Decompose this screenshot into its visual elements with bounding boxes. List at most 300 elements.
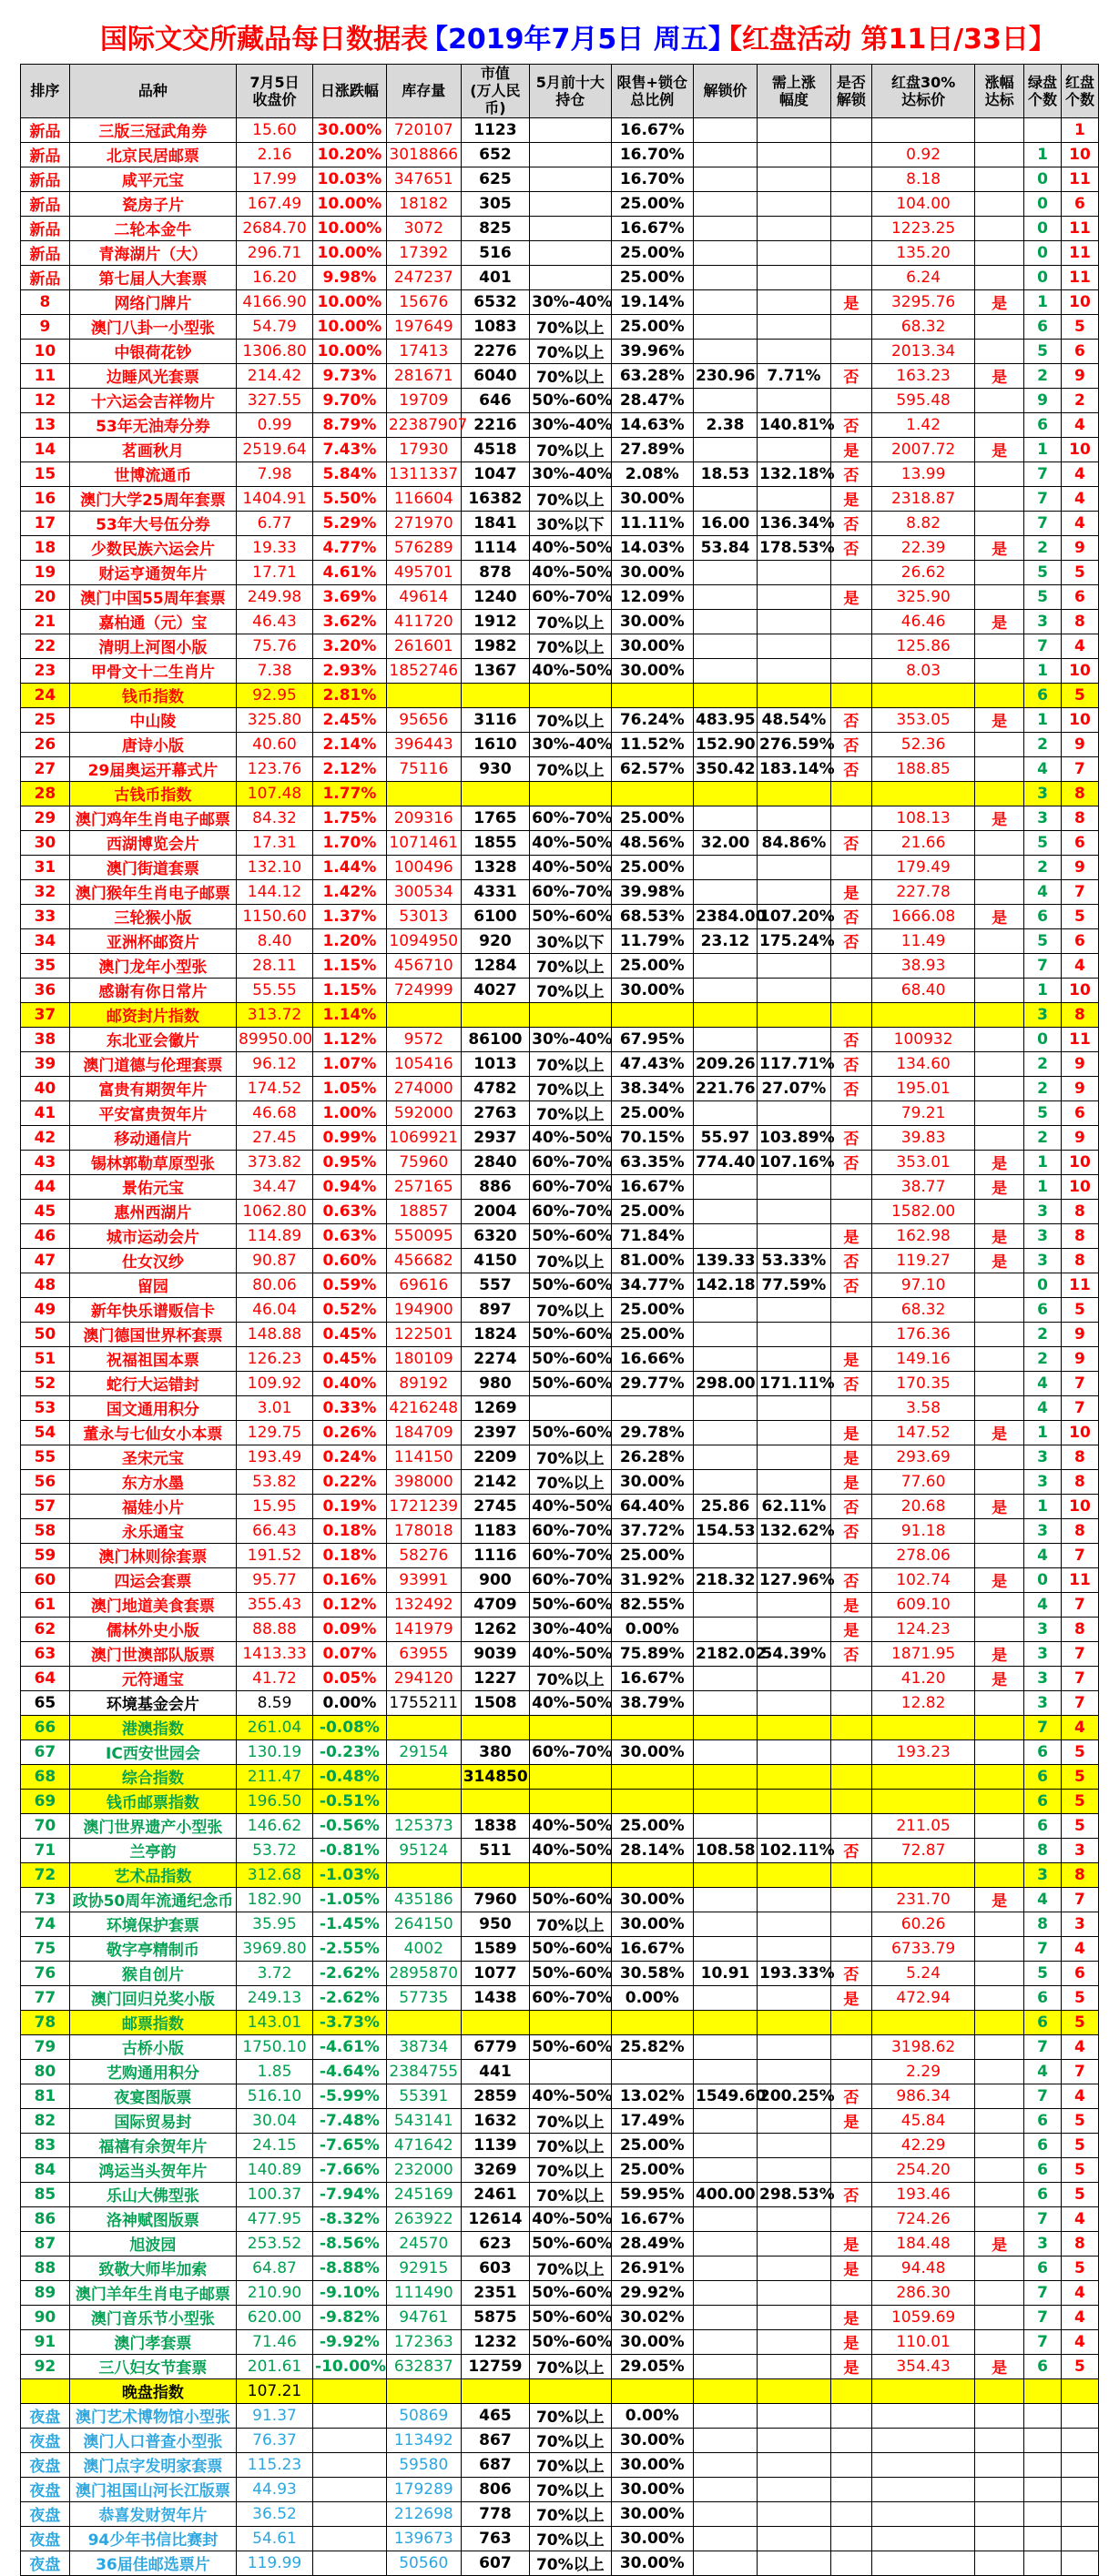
cell-unlock: 154.53 (694, 1518, 758, 1543)
cell-close: 144.12 (237, 879, 313, 904)
cell-green: 2 (1024, 855, 1062, 879)
cell-change: 2.81% (313, 683, 387, 707)
cell-name: 福娃小片 (69, 1494, 236, 1518)
cell-name: 澳门回归兑奖小版 (69, 1985, 236, 2010)
cell-is-unlock (830, 1297, 871, 1322)
table-row (21, 1273, 1099, 1297)
cell-mv: 4150 (461, 1248, 529, 1273)
cell-green: 2 (1024, 1125, 1062, 1150)
cell-top10: 30%-40% (530, 289, 611, 314)
cell-ratio: 11.52% (611, 732, 693, 756)
table-row (21, 1764, 1099, 1789)
cell-rise (758, 560, 831, 584)
cell-top10 (530, 781, 611, 806)
cell-red: 4 (1061, 1936, 1098, 1961)
cell-target: 286.30 (872, 2280, 975, 2305)
cell-rise (758, 855, 831, 879)
cell-target: 134.60 (872, 1051, 975, 1076)
cell-change: 0.60% (313, 1248, 387, 1273)
cell-green: 1 (1024, 1174, 1062, 1199)
cell-green: 6 (1024, 2133, 1062, 2157)
cell-mv: 603 (461, 2256, 529, 2280)
cell-green: 1 (1024, 142, 1062, 167)
cell-name: 夜宴图版票 (69, 2084, 236, 2108)
cell-ratio: 29.05% (611, 2354, 693, 2378)
cell-mv: 314850 (461, 1764, 529, 1789)
cell-ratio: 25.00% (611, 855, 693, 879)
cell-target (872, 1862, 975, 1887)
cell-unlock (694, 1445, 758, 1469)
cell-target: 79.21 (872, 1100, 975, 1125)
cell-ratio: 82.55% (611, 1592, 693, 1617)
cell-target-hit: 是 (975, 806, 1024, 830)
cell-mv: 12759 (461, 2354, 529, 2378)
cell-mv: 878 (461, 560, 529, 584)
cell-mv: 1077 (461, 1961, 529, 1985)
cell-rank: 48 (21, 1273, 70, 1297)
cell-unlock (694, 1322, 758, 1346)
table-row (21, 2256, 1099, 2280)
cell-rise (758, 2329, 831, 2354)
cell-change: 0.26% (313, 1420, 387, 1445)
cell-target-hit (975, 461, 1024, 486)
cell-ratio: 30.00% (611, 2452, 693, 2477)
cell-is-unlock: 否 (830, 904, 871, 928)
cell-change: 5.29% (313, 511, 387, 535)
cell-unlock (694, 879, 758, 904)
cell-close: 66.43 (237, 1518, 313, 1543)
cell-unlock (694, 1739, 758, 1764)
cell-rise (758, 2378, 831, 2403)
cell-rise (758, 2403, 831, 2428)
cell-top10: 50%-60% (530, 904, 611, 928)
cell-change: 0.12% (313, 1592, 387, 1617)
cell-rise (758, 1862, 831, 1887)
table-row (21, 1223, 1099, 1248)
table-row (21, 2280, 1099, 2305)
cell-top10: 70%以上 (530, 2403, 611, 2428)
cell-is-unlock (830, 1199, 871, 1223)
cell-change: 0.24% (313, 1445, 387, 1469)
cell-mv: 825 (461, 216, 529, 240)
table-row (21, 388, 1099, 412)
cell-unlock: 221.76 (694, 1076, 758, 1100)
cell-top10: 50%-60% (530, 1887, 611, 1912)
cell-top10: 70%以上 (530, 2108, 611, 2133)
cell-unlock (694, 1420, 758, 1445)
cell-is-unlock: 否 (830, 461, 871, 486)
cell-unlock (694, 1346, 758, 1371)
cell-top10: 70%以上 (530, 1248, 611, 1273)
cell-green: 3 (1024, 1248, 1062, 1273)
cell-red: 8 (1061, 1248, 1098, 1273)
cell-stock: 63955 (386, 1641, 461, 1666)
cell-change: -5.99% (313, 2084, 387, 2108)
cell-is-unlock (830, 1395, 871, 1420)
cell-red: 7 (1061, 1592, 1098, 1617)
cell-green: 0 (1024, 240, 1062, 265)
cell-stock: 3018866 (386, 142, 461, 167)
cell-target: 38.93 (872, 953, 975, 978)
cell-rise: 200.25% (758, 2084, 831, 2108)
cell-name: 东方水墨 (69, 1469, 236, 1494)
cell-stock: 396443 (386, 732, 461, 756)
cell-red: 4 (1061, 2084, 1098, 2108)
cell-target-hit (975, 2157, 1024, 2182)
cell-stock: 274000 (386, 1076, 461, 1100)
cell-change: -9.10% (313, 2280, 387, 2305)
column-header: 品种 (69, 65, 236, 118)
cell-rank: 夜盘 (21, 2501, 70, 2526)
cell-rise (758, 1199, 831, 1223)
cell-target-hit (975, 339, 1024, 363)
cell-change: -1.45% (313, 1912, 387, 1936)
cell-rise: 175.24% (758, 928, 831, 953)
cell-rank: 夜盘 (21, 2477, 70, 2501)
cell-red: 5 (1061, 904, 1098, 928)
cell-top10 (530, 167, 611, 191)
cell-green (1024, 2378, 1062, 2403)
cell-green: 9 (1024, 388, 1062, 412)
cell-green: 7 (1024, 461, 1062, 486)
cell-stock: 29154 (386, 1739, 461, 1764)
cell-target (872, 2010, 975, 2034)
cell-close: 2519.64 (237, 437, 313, 461)
cell-target: 38.77 (872, 1174, 975, 1199)
table-row (21, 1961, 1099, 1985)
cell-target-hit: 是 (975, 1494, 1024, 1518)
cell-rise: 193.33% (758, 1961, 831, 1985)
cell-target-hit (975, 388, 1024, 412)
cell-close: 41.72 (237, 1666, 313, 1690)
cell-close: 17.31 (237, 830, 313, 855)
cell-red: 7 (1061, 1641, 1098, 1666)
table-row (21, 1002, 1099, 1027)
cell-target-hit (975, 1297, 1024, 1322)
cell-unlock (694, 1764, 758, 1789)
cell-name: 澳门龙年小型张 (69, 953, 236, 978)
cell-stock: 592000 (386, 1100, 461, 1125)
table-row (21, 1518, 1099, 1543)
cell-target-hit (975, 2501, 1024, 2526)
cell-red: 4 (1061, 486, 1098, 511)
cell-rise (758, 2428, 831, 2452)
cell-red: 9 (1061, 535, 1098, 560)
cell-close: 7.98 (237, 461, 313, 486)
cell-ratio: 30.00% (611, 560, 693, 584)
table-row (21, 1494, 1099, 1518)
cell-target: 1582.00 (872, 1199, 975, 1223)
cell-green: 3 (1024, 781, 1062, 806)
cell-green: 2 (1024, 1051, 1062, 1076)
cell-green: 6 (1024, 904, 1062, 928)
cell-ratio: 38.34% (611, 1076, 693, 1100)
column-header: 是否 解锁 (830, 65, 871, 118)
table-row (21, 2059, 1099, 2084)
cell-change (313, 2452, 387, 2477)
cell-name: 四运会套票 (69, 1567, 236, 1592)
cell-rise (758, 142, 831, 167)
cell-ratio: 70.15% (611, 1125, 693, 1150)
cell-close: 1750.10 (237, 2034, 313, 2059)
cell-target-hit (975, 2059, 1024, 2084)
cell-close: 7.38 (237, 658, 313, 683)
cell-is-unlock (830, 1715, 871, 1739)
cell-is-unlock (830, 191, 871, 216)
cell-stock: 194900 (386, 1297, 461, 1322)
cell-green: 3 (1024, 2231, 1062, 2256)
cell-name: 洛神赋图版票 (69, 2206, 236, 2231)
cell-target-hit (975, 1813, 1024, 1838)
table-row (21, 560, 1099, 584)
cell-target-hit (975, 2206, 1024, 2231)
cell-target: 231.70 (872, 1887, 975, 1912)
table-row (21, 1174, 1099, 1199)
cell-close: 92.95 (237, 683, 313, 707)
cell-mv (461, 2378, 529, 2403)
cell-is-unlock: 是 (830, 2305, 871, 2329)
cell-change: 1.20% (313, 928, 387, 953)
cell-unlock: 32.00 (694, 830, 758, 855)
cell-is-unlock: 否 (830, 1076, 871, 1100)
cell-close: 71.46 (237, 2329, 313, 2354)
cell-mv: 7960 (461, 1887, 529, 1912)
table-row (21, 904, 1099, 928)
cell-is-unlock: 否 (830, 707, 871, 732)
cell-ratio (611, 1002, 693, 1027)
table-row (21, 2477, 1099, 2501)
cell-green: 5 (1024, 1961, 1062, 1985)
cell-close: 201.61 (237, 2354, 313, 2378)
cell-unlock (694, 2378, 758, 2403)
cell-rank: 67 (21, 1739, 70, 1764)
cell-rise (758, 1764, 831, 1789)
cell-stock: 92915 (386, 2256, 461, 2280)
cell-red: 7 (1061, 879, 1098, 904)
cell-target: 149.16 (872, 1346, 975, 1371)
cell-red: 4 (1061, 412, 1098, 437)
cell-target: 13.99 (872, 461, 975, 486)
cell-change: 1.14% (313, 1002, 387, 1027)
cell-red: 8 (1061, 2231, 1098, 2256)
cell-stock (386, 683, 461, 707)
cell-rank: 53 (21, 1395, 70, 1420)
cell-change: 0.99% (313, 1125, 387, 1150)
cell-rank: 63 (21, 1641, 70, 1666)
cell-target-hit (975, 511, 1024, 535)
cell-top10: 50%-60% (530, 388, 611, 412)
cell-is-unlock (830, 2452, 871, 2477)
cell-close: 46.43 (237, 609, 313, 634)
cell-ratio: 25.00% (611, 953, 693, 978)
cell-red: 10 (1061, 1174, 1098, 1199)
cell-unlock: 230.96 (694, 363, 758, 388)
cell-ratio: 25.00% (611, 191, 693, 216)
cell-ratio: 25.00% (611, 265, 693, 289)
cell-top10: 60%-70% (530, 1150, 611, 1174)
cell-red: 7 (1061, 756, 1098, 781)
cell-mv: 1855 (461, 830, 529, 855)
cell-target-hit (975, 314, 1024, 339)
cell-top10 (530, 117, 611, 142)
cell-ratio: 67.95% (611, 1027, 693, 1051)
cell-close: 15.60 (237, 117, 313, 142)
cell-unlock (694, 1936, 758, 1961)
table-row (21, 1912, 1099, 1936)
cell-close: 210.90 (237, 2280, 313, 2305)
cell-rank: 59 (21, 1543, 70, 1567)
cell-name: 茗画秋月 (69, 437, 236, 461)
cell-target: 3198.62 (872, 2034, 975, 2059)
cell-rank: 15 (21, 461, 70, 486)
cell-is-unlock: 否 (830, 363, 871, 388)
cell-is-unlock (830, 265, 871, 289)
column-header: 5月前十大 持仓 (530, 65, 611, 118)
cell-name: 港澳指数 (69, 1715, 236, 1739)
cell-target-hit: 是 (975, 2231, 1024, 2256)
cell-target (872, 2501, 975, 2526)
cell-is-unlock: 否 (830, 1494, 871, 1518)
cell-top10: 50%-60% (530, 1592, 611, 1617)
cell-rank: 90 (21, 2305, 70, 2329)
cell-green: 2 (1024, 1322, 1062, 1346)
cell-red: 8 (1061, 1002, 1098, 1027)
column-header: 7月5日 收盘价 (237, 65, 313, 118)
cell-ratio: 27.89% (611, 437, 693, 461)
cell-rise: 117.71% (758, 1051, 831, 1076)
cell-green: 7 (1024, 2206, 1062, 2231)
cell-change: 1.12% (313, 1027, 387, 1051)
cell-red: 6 (1061, 339, 1098, 363)
cell-stock: 550095 (386, 1223, 461, 1248)
cell-name: 澳门祖国山河长江版票 (69, 2477, 236, 2501)
cell-rank: 77 (21, 1985, 70, 2010)
cell-red: 4 (1061, 2206, 1098, 2231)
cell-close: 100.37 (237, 2182, 313, 2206)
cell-top10: 40%-50% (530, 855, 611, 879)
cell-mv: 1367 (461, 658, 529, 683)
cell-rank: 86 (21, 2206, 70, 2231)
cell-stock: 132492 (386, 1592, 461, 1617)
cell-target-hit (975, 1789, 1024, 1813)
cell-name: 甲骨文十二生肖片 (69, 658, 236, 683)
cell-rise (758, 609, 831, 634)
cell-unlock (694, 1002, 758, 1027)
cell-red: 11 (1061, 167, 1098, 191)
cell-target: 124.23 (872, 1617, 975, 1641)
cell-is-unlock (830, 1936, 871, 1961)
cell-target: 125.86 (872, 634, 975, 658)
cell-name: 三版三冠武角券 (69, 117, 236, 142)
cell-top10: 70%以上 (530, 2551, 611, 2575)
cell-rise: 171.11% (758, 1371, 831, 1395)
cell-is-unlock (830, 240, 871, 265)
cell-stock: 471642 (386, 2133, 461, 2157)
cell-unlock (694, 1027, 758, 1051)
cell-rise (758, 2354, 831, 2378)
cell-unlock: 53.84 (694, 535, 758, 560)
cell-stock: 212698 (386, 2501, 461, 2526)
column-header: 绿盘 个数 (1024, 65, 1062, 118)
cell-change: 3.62% (313, 609, 387, 634)
cell-target-hit: 是 (975, 1150, 1024, 1174)
cell-ratio: 14.63% (611, 412, 693, 437)
cell-name: 兰亭韵 (69, 1838, 236, 1862)
cell-change: 0.95% (313, 1150, 387, 1174)
table-row (21, 609, 1099, 634)
cell-red: 4 (1061, 2305, 1098, 2329)
cell-rise (758, 1445, 831, 1469)
cell-top10: 40%-50% (530, 658, 611, 683)
cell-ratio (611, 683, 693, 707)
cell-green: 1 (1024, 978, 1062, 1002)
cell-change: -0.08% (313, 1715, 387, 1739)
cell-target-hit (975, 2477, 1024, 2501)
cell-rise (758, 240, 831, 265)
cell-ratio: 16.67% (611, 1666, 693, 1690)
cell-green: 4 (1024, 756, 1062, 781)
cell-rise (758, 978, 831, 1002)
cell-top10: 70%以上 (530, 609, 611, 634)
table-row (21, 412, 1099, 437)
cell-top10: 70%以上 (530, 2501, 611, 2526)
cell-is-unlock: 是 (830, 879, 871, 904)
cell-close: 24.15 (237, 2133, 313, 2157)
cell-rank: 25 (21, 707, 70, 732)
cell-red: 10 (1061, 289, 1098, 314)
cell-green: 6 (1024, 1789, 1062, 1813)
cell-mv: 2276 (461, 339, 529, 363)
cell-close: 114.89 (237, 1223, 313, 1248)
cell-change: 0.07% (313, 1641, 387, 1666)
cell-stock: 114150 (386, 1445, 461, 1469)
cell-rank: 42 (21, 1125, 70, 1150)
cell-target: 8.18 (872, 167, 975, 191)
cell-stock: 724999 (386, 978, 461, 1002)
cell-red: 9 (1061, 855, 1098, 879)
cell-green: 4 (1024, 1887, 1062, 1912)
cell-target-hit (975, 2084, 1024, 2108)
cell-red: 11 (1061, 240, 1098, 265)
cell-top10: 50%-60% (530, 1346, 611, 1371)
cell-red: 5 (1061, 2157, 1098, 2182)
table-row (21, 1666, 1099, 1690)
cell-rise: 132.18% (758, 461, 831, 486)
cell-green: 3 (1024, 1518, 1062, 1543)
cell-target-hit (975, 634, 1024, 658)
cell-mv: 401 (461, 265, 529, 289)
cell-close: 109.92 (237, 1371, 313, 1395)
cell-mv: 12614 (461, 2206, 529, 2231)
cell-unlock (694, 1690, 758, 1715)
cell-ratio: 26.28% (611, 1445, 693, 1469)
cell-target: 472.94 (872, 1985, 975, 2010)
cell-is-unlock (830, 609, 871, 634)
cell-red: 10 (1061, 1150, 1098, 1174)
cell-target-hit (975, 756, 1024, 781)
cell-change: 10.00% (313, 191, 387, 216)
cell-unlock (694, 2551, 758, 2575)
cell-stock: 347651 (386, 167, 461, 191)
cell-rank: 17 (21, 511, 70, 535)
cell-red: 8 (1061, 1199, 1098, 1223)
cell-target: 2007.72 (872, 437, 975, 461)
cell-ratio (611, 781, 693, 806)
cell-top10: 60%-70% (530, 584, 611, 609)
cell-top10: 70%以上 (530, 1051, 611, 1076)
cell-red: 8 (1061, 1518, 1098, 1543)
cell-stock: 75116 (386, 756, 461, 781)
